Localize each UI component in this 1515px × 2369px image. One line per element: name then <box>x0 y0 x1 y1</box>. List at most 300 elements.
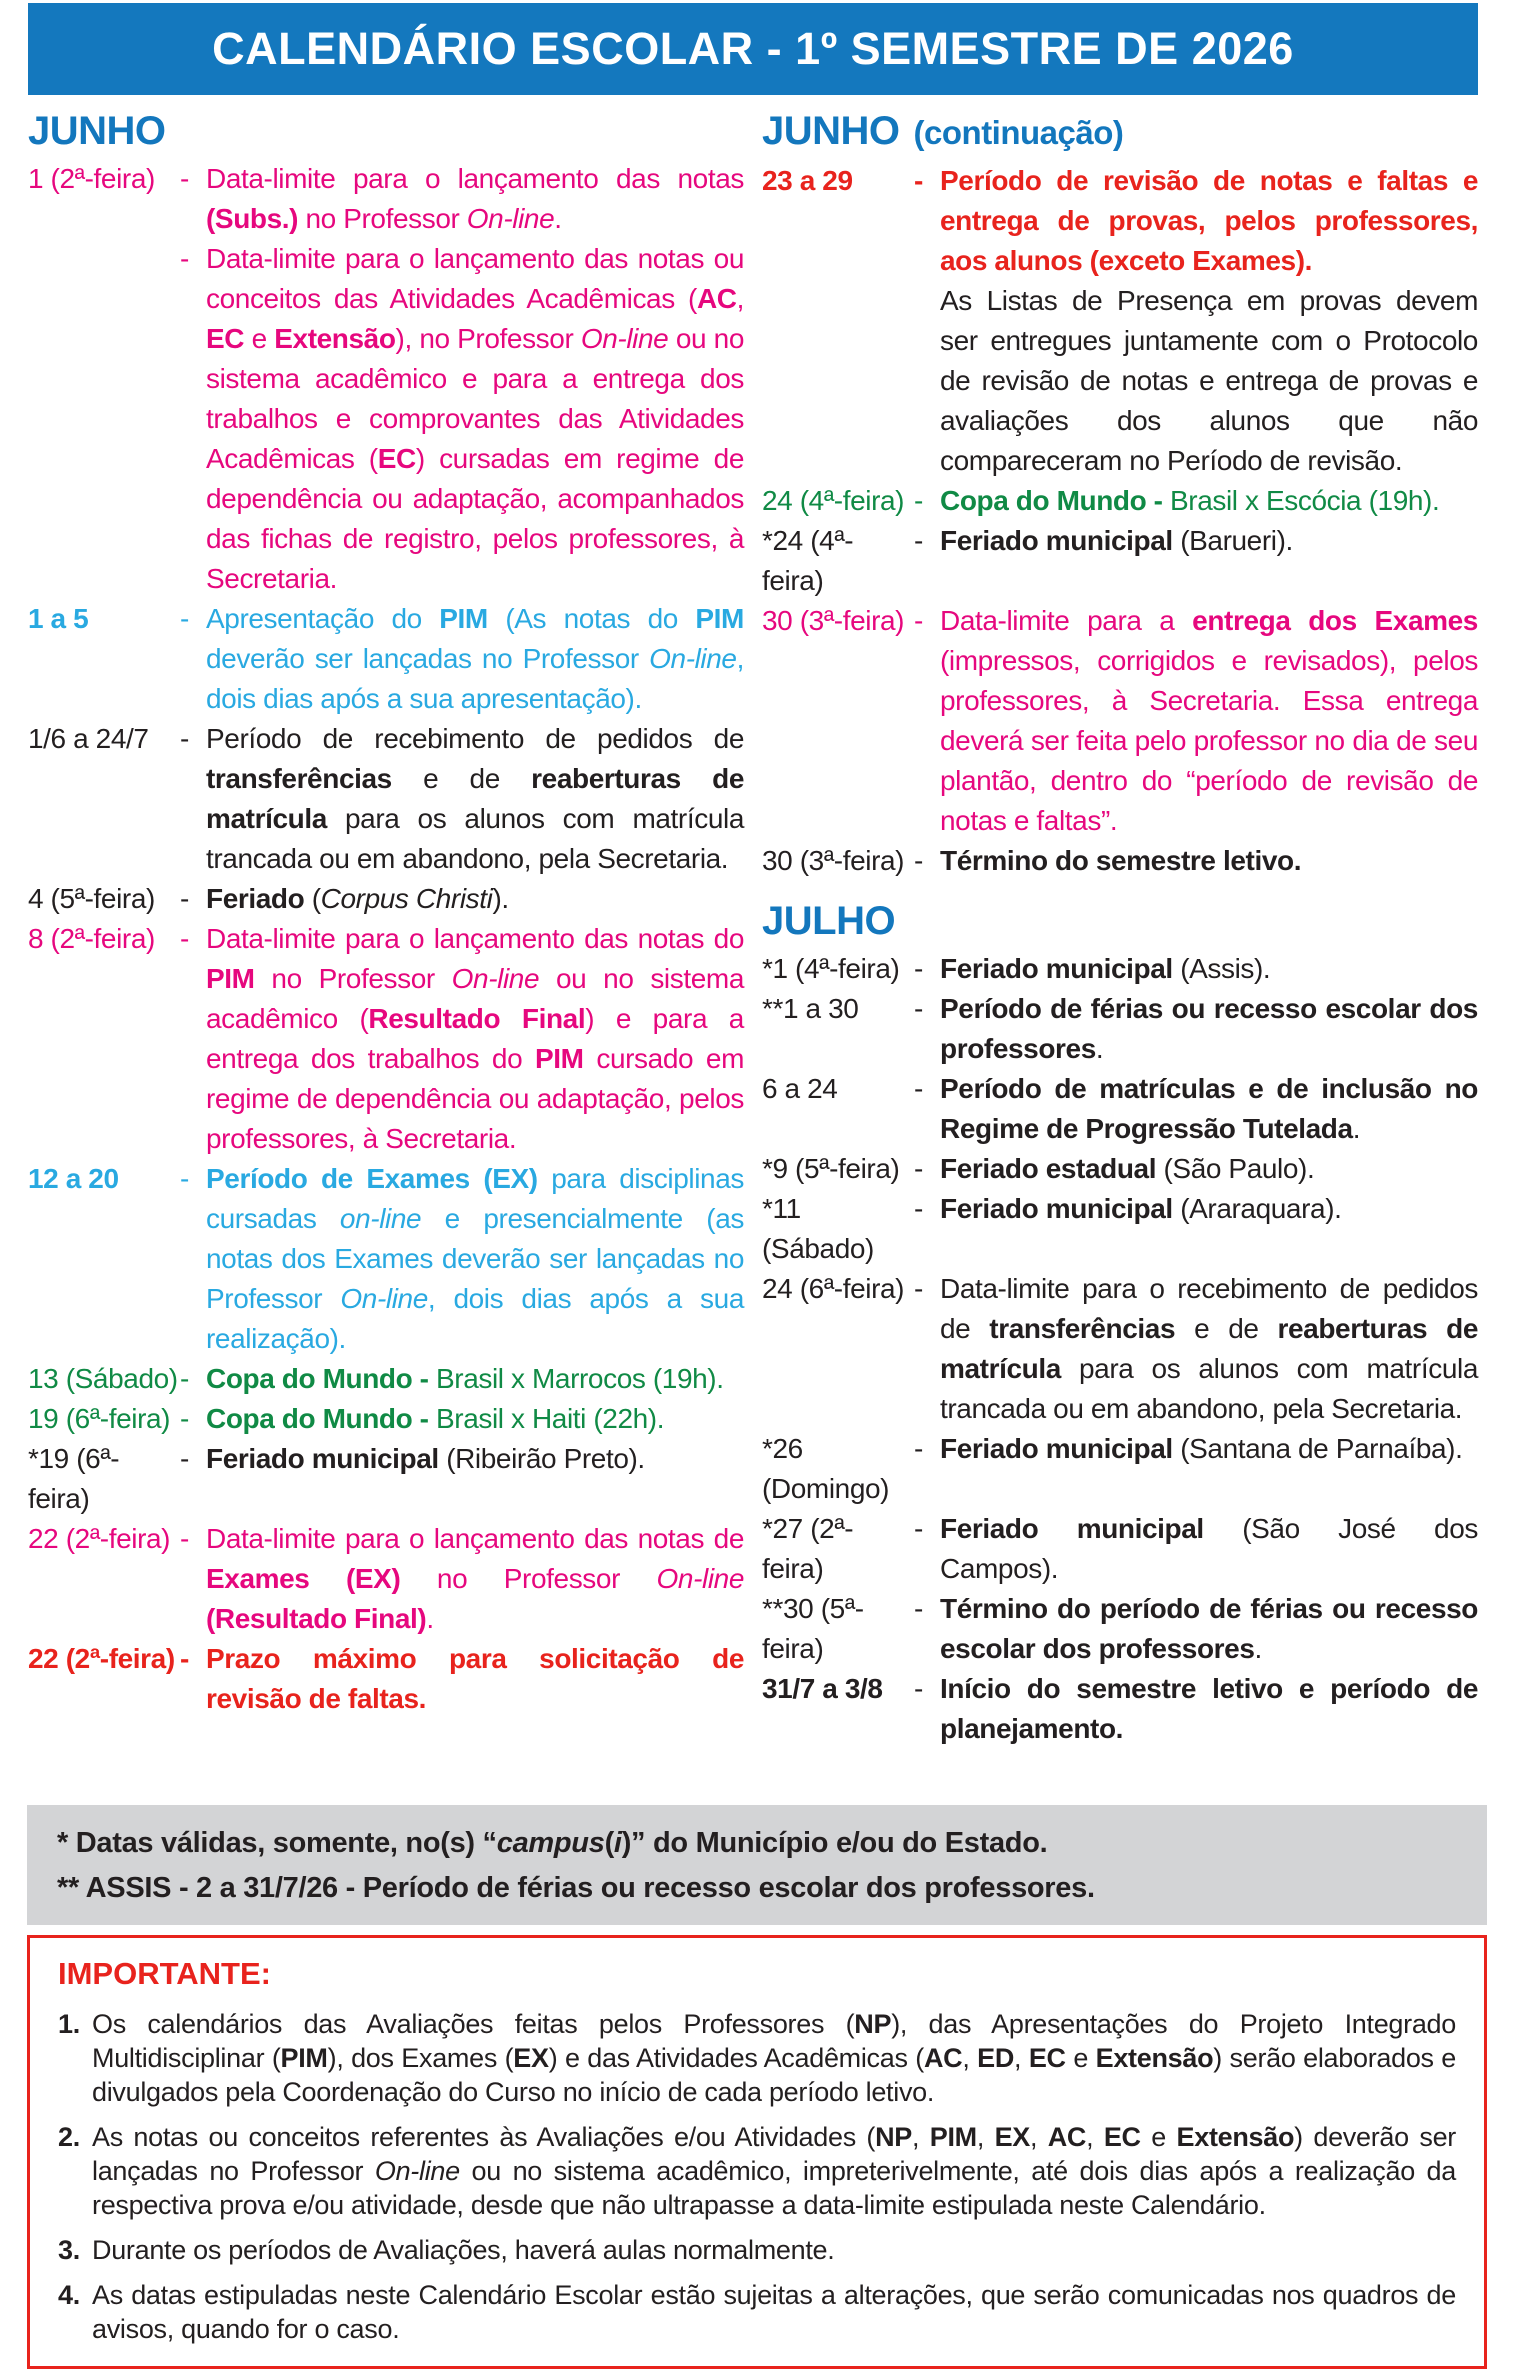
calendar-entry <box>762 1149 1478 1189</box>
text-run: EC <box>1028 2043 1066 2073</box>
text-run: PIM <box>929 2122 977 2152</box>
entry-text <box>206 879 744 919</box>
text-run: Brasil x Marrocos (19h). <box>436 1363 724 1394</box>
text-run: Copa do Mundo - <box>940 485 1170 516</box>
entry-items <box>180 1519 744 1639</box>
entry-dash: - <box>180 163 189 194</box>
entry-item <box>180 599 744 719</box>
text-run: (Ribeirão Preto). <box>438 1443 645 1474</box>
text-run: EC <box>1103 2122 1141 2152</box>
text-run: (impressos, corrigidos e revisados), pelos professores, à Secretaria. Essa entrega deverá ser feita pelo professor no dia de seu plantão, dentro do “período de revisão de notas e faltas”. <box>940 645 1478 836</box>
entry-items <box>914 601 1478 841</box>
calendar-entry <box>762 989 1478 1069</box>
text-run: , <box>962 2043 978 2073</box>
important-item-number: 4. <box>58 2280 80 2310</box>
calendar-entry <box>28 1519 744 1639</box>
entry-item <box>180 1399 744 1439</box>
entry-text <box>940 1589 1478 1669</box>
text-run: ) e para a entrega dos trabalhos do <box>206 1003 744 1074</box>
entry-date: **1 a 30 <box>762 993 859 1024</box>
month-heading-text: JUNHO <box>762 109 900 153</box>
text-run: Término do período de férias ou recesso escolar dos professores <box>940 1593 1478 1664</box>
entry-item <box>914 1589 1478 1669</box>
entry-items <box>180 1639 744 1719</box>
text-run: no Professor <box>254 963 452 994</box>
text-run: Feriado municipal <box>940 1193 1173 1224</box>
text-run: EX <box>994 2122 1030 2152</box>
text-run: Extensão <box>1176 2122 1295 2152</box>
text-run: NP <box>875 2122 913 2152</box>
text-run: On-line <box>451 963 540 994</box>
text-run: cursado em regime de dependência ou adaptação, pelos professores, à Secretaria. <box>206 1043 745 1154</box>
text-run: (São Paulo). <box>1156 1153 1315 1184</box>
entry-items <box>914 1669 1478 1749</box>
text-run: On-line <box>649 643 737 674</box>
text-run: (Assis). <box>1172 953 1271 984</box>
text-run: ED <box>977 2043 1015 2073</box>
page-title: CALENDÁRIO ESCOLAR - 1º SEMESTRE DE 2026 <box>212 23 1294 74</box>
text-run: ). <box>492 883 509 914</box>
calendar-columns <box>28 107 1478 1805</box>
text-run: Período de matrículas e de inclusão no Regime de Progressão Tutelada <box>940 1073 1478 1144</box>
text-run: Copa do Mundo - <box>206 1363 436 1394</box>
text-run: PIM <box>535 1043 584 1074</box>
text-run: ou no sistema acadêmico ( <box>206 963 745 1034</box>
entry-items <box>914 1269 1478 1429</box>
calendar-entry <box>762 601 1478 841</box>
entry-items <box>914 841 1478 881</box>
entry-items <box>914 1069 1478 1149</box>
entry-items <box>180 1439 744 1519</box>
text-run: e <box>1065 2043 1096 2073</box>
text-run: transferências <box>206 763 392 794</box>
text-run: (Subs.) <box>206 203 299 234</box>
entry-dash: - <box>180 723 189 754</box>
text-run: ou no sistema acadêmico e para a entrega dos trabalhos e comprovantes das Atividades Acadêmicas ( <box>206 323 744 474</box>
entry-dash: - <box>914 993 923 1024</box>
text-run: Prazo máximo para solicitação de revisão de faltas. <box>206 1643 744 1714</box>
entry-dash: - <box>180 1403 189 1434</box>
entry-date: 13 (Sábado) <box>28 1363 178 1394</box>
entry-text <box>206 1399 744 1439</box>
calendar-entry <box>762 1269 1478 1429</box>
important-item-number: 1. <box>58 2009 80 2039</box>
text-run: Corpus Christi <box>320 883 493 914</box>
entry-items <box>914 989 1478 1069</box>
entry-dash: - <box>180 883 189 914</box>
entry-text <box>940 521 1478 561</box>
entry-date: 30 (3ª-feira) <box>762 845 905 876</box>
entry-items <box>914 481 1478 521</box>
entry-date: 30 (3ª-feira) <box>762 605 905 636</box>
text-run: Apresentação do <box>206 603 440 634</box>
calendar-entry <box>28 879 744 919</box>
calendar-column-left <box>28 107 744 1719</box>
entry-item <box>180 1519 744 1639</box>
entry-item <box>180 159 744 239</box>
calendar-column-right <box>762 107 1478 1749</box>
entry-dash: - <box>180 243 189 274</box>
calendar-entry <box>762 1069 1478 1149</box>
entry-date: 1 a 5 <box>28 603 89 634</box>
text-run: )” do Município e/ou do Estado. <box>621 1827 1048 1859</box>
entry-item <box>914 281 1478 481</box>
month-heading-text: JUNHO <box>28 109 166 153</box>
entry-dash: - <box>180 923 189 954</box>
calendar-entry <box>28 1439 744 1519</box>
calendar-entry <box>762 521 1478 601</box>
entry-items <box>180 719 744 879</box>
entry-dash: - <box>914 1273 923 1304</box>
entry-dash: - <box>180 1443 189 1474</box>
entry-date: 31/7 a 3/8 <box>762 1673 883 1704</box>
text-run: Extensão <box>274 323 396 354</box>
text-run: para disciplinas cursadas <box>206 1163 744 1234</box>
entry-date: 23 a 29 <box>762 165 853 196</box>
entry-items <box>914 1189 1478 1269</box>
month-heading-text: JULHO <box>762 899 896 943</box>
entry-items <box>914 1149 1478 1189</box>
text-run: As notas ou conceitos referentes às Avaliações e/ou Atividades ( <box>92 2122 876 2152</box>
entry-date: 4 (5ª-feira) <box>28 883 155 914</box>
text-run: transferências <box>989 1313 1176 1344</box>
calendar-entry <box>762 161 1478 481</box>
text-run: Brasil x Escócia (19h). <box>1170 485 1440 516</box>
text-run: Feriado municipal <box>940 1513 1204 1544</box>
entry-item <box>914 1669 1478 1749</box>
entry-text <box>206 239 744 599</box>
important-item-number: 3. <box>58 2235 80 2265</box>
text-run: NP <box>854 2009 892 2039</box>
month-heading <box>762 107 1478 157</box>
important-item <box>58 2007 1456 2109</box>
calendar-entry <box>28 1159 744 1359</box>
text-run: ), no Professor <box>395 323 581 354</box>
text-run: AC <box>696 283 737 314</box>
text-run: ( <box>604 1827 614 1859</box>
entry-text <box>206 1359 744 1399</box>
entry-date: 1 (2ª-feira) <box>28 163 155 194</box>
text-run: ou no sistema acadêmico, impreterivelmente, até dois dias após a realização da respectiva prova e/ou atividade, desde que não ultrapasse a data-limite estipulada neste Calendário. <box>92 2156 1456 2220</box>
calendar-page <box>0 3 1515 2344</box>
entry-text <box>206 1439 744 1479</box>
text-run: Data-limite para a <box>940 605 1193 636</box>
entry-date: 1/6 a 24/7 <box>28 723 149 754</box>
entry-dash: - <box>180 1363 189 1394</box>
entry-item <box>180 1359 744 1399</box>
text-run: , <box>912 2122 930 2152</box>
text-run: EC <box>206 323 245 354</box>
text-run: ** ASSIS - 2 a 31/7/26 - Período de férias ou recesso escolar dos professores. <box>57 1872 1095 1904</box>
entry-text <box>940 949 1478 989</box>
important-title: IMPORTANTE: <box>58 1956 271 1991</box>
entry-text <box>206 719 744 879</box>
entry-date: 22 (2ª-feira) <box>28 1523 171 1554</box>
text-run: , <box>1086 2122 1104 2152</box>
entry-text <box>940 1069 1478 1149</box>
calendar-entry <box>28 599 744 719</box>
text-run: no Professor <box>400 1563 657 1594</box>
entry-item <box>914 1149 1478 1189</box>
entry-items <box>180 1399 744 1439</box>
text-run: . <box>426 1603 434 1634</box>
text-run: Feriado municipal <box>940 525 1173 556</box>
entry-items <box>914 1429 1478 1509</box>
text-run: e presencialmente (as notas dos Exames deverão ser lançadas no Professor <box>206 1203 744 1314</box>
entry-date: 6 a 24 <box>762 1073 838 1104</box>
entry-text <box>940 1509 1478 1589</box>
entry-text <box>940 1269 1478 1429</box>
entry-dash: - <box>914 1433 923 1464</box>
entry-item <box>914 521 1478 561</box>
text-run: Período de férias ou recesso escolar dos professores <box>940 993 1478 1064</box>
entry-item <box>914 481 1478 521</box>
entry-item <box>180 1439 744 1479</box>
entry-date: *11 (Sábado) <box>762 1193 874 1264</box>
entry-date: *9 (5ª-feira) <box>762 1153 900 1184</box>
entry-items <box>914 1509 1478 1589</box>
entry-date: *26 (Domingo) <box>762 1433 890 1504</box>
text-run: ) serão elaborados e divulgados pela Coordenação do Curso no início de cada período letivo. <box>92 2043 1457 2107</box>
entry-text <box>940 989 1478 1069</box>
calendar-entry <box>762 841 1478 881</box>
entry-text <box>206 159 744 239</box>
important-item-text <box>92 2233 1456 2267</box>
text-run: On-line <box>374 2156 460 2186</box>
text-run: PIM <box>439 603 488 634</box>
calendar-entry <box>762 949 1478 989</box>
entry-text <box>940 841 1478 881</box>
text-run: Durante os períodos de Avaliações, haverá aulas normalmente. <box>92 2235 835 2265</box>
text-run: Feriado municipal <box>940 953 1173 984</box>
entry-dash: - <box>914 1073 923 1104</box>
entry-item <box>180 879 744 919</box>
entry-date: 19 (6ª-feira) <box>28 1403 171 1434</box>
important-item <box>58 2120 1456 2222</box>
entry-dash: - <box>180 1523 189 1554</box>
text-run: , dois dias após a sua realização). <box>206 1283 744 1354</box>
entry-item <box>914 949 1478 989</box>
header-bar <box>28 3 1478 95</box>
entry-item <box>914 1069 1478 1149</box>
text-run: Feriado <box>206 883 305 914</box>
important-box <box>27 1935 1487 2369</box>
entry-date: 22 (2ª-feira) <box>28 1643 175 1674</box>
text-run: reaberturas de matrícula <box>940 1313 1479 1384</box>
text-run: Os calendários das Avaliações feitas pelos Professores ( <box>92 2009 855 2039</box>
entry-date: *27 (2ª-feira) <box>762 1513 854 1584</box>
important-items <box>58 2007 1456 2346</box>
entry-dash: - <box>180 603 189 634</box>
entry-text <box>940 481 1478 521</box>
entry-dash: - <box>914 1593 923 1624</box>
calendar-entry <box>28 1359 744 1399</box>
calendar-entry <box>762 1589 1478 1669</box>
entry-items <box>914 949 1478 989</box>
entry-items <box>180 159 744 599</box>
entry-item <box>914 1189 1478 1229</box>
text-run: Data-limite para o recebimento de pedidos de <box>940 1273 1478 1344</box>
calendar-entry <box>762 1669 1478 1749</box>
entry-item <box>180 719 744 879</box>
entry-dash: - <box>914 953 923 984</box>
entry-item <box>180 1639 744 1719</box>
entry-date: 24 (4ª-feira) <box>762 485 905 516</box>
text-run: i <box>613 1827 622 1859</box>
entry-item <box>914 1429 1478 1469</box>
text-run: deverão ser lançadas no Professor <box>206 643 650 674</box>
text-run: reaberturas de matrícula <box>206 763 744 834</box>
text-run: PIM <box>206 963 255 994</box>
text-run: Feriado municipal <box>940 1433 1173 1464</box>
text-run: e de <box>391 763 532 794</box>
text-run: Resultado Final <box>368 1003 586 1034</box>
important-item <box>58 2278 1456 2346</box>
text-run: ( <box>304 883 321 914</box>
month-heading <box>762 897 1478 945</box>
text-run: ), dos Exames ( <box>327 2043 514 2073</box>
entry-item <box>180 1159 744 1359</box>
text-run: EC <box>377 443 416 474</box>
entry-date: *24 (4ª-feira) <box>762 525 854 596</box>
text-run: Data-limite para o lançamento das notas <box>206 163 744 194</box>
important-item-text <box>92 2120 1456 2222</box>
calendar-entry <box>28 1399 744 1439</box>
text-run: para os alunos com matrícula trancada ou em abandono, pela Secretaria. <box>206 803 744 874</box>
text-run: AC <box>923 2043 963 2073</box>
entry-text <box>940 601 1478 841</box>
entry-date: *1 (4ª-feira) <box>762 953 900 984</box>
text-run: As datas estipuladas neste Calendário Escolar estão sujeitas a alterações, que serão comunicadas nos quadros de avisos, quando for o caso. <box>92 2280 1456 2344</box>
text-run: ) e das Atividades Acadêmicas ( <box>548 2043 924 2073</box>
entry-dash: - <box>914 845 923 876</box>
entry-item <box>914 1509 1478 1589</box>
entry-dash: - <box>914 1513 923 1544</box>
text-run: para os alunos com matrícula trancada ou em abandono, pela Secretaria. <box>940 1353 1478 1424</box>
text-run: (Barueri). <box>1172 525 1293 556</box>
text-run: . <box>1254 1633 1262 1664</box>
entry-dash: - <box>914 1153 923 1184</box>
month-heading-suffix: (continuação) <box>913 114 1124 151</box>
entry-text <box>206 1639 744 1719</box>
important-item-number: 2. <box>58 2122 80 2152</box>
text-run: EX <box>513 2043 549 2073</box>
important-item <box>58 2233 1456 2267</box>
text-run: Data-limite para o lançamento das notas ou conceitos das Atividades Acadêmicas ( <box>206 243 744 314</box>
text-run: , <box>1030 2122 1048 2152</box>
entry-item <box>180 239 744 599</box>
text-run: e <box>244 323 275 354</box>
footnote-line <box>57 1866 1457 1911</box>
entry-dash: - <box>914 1193 923 1224</box>
entry-date: 24 (6ª-feira) <box>762 1273 905 1304</box>
text-run: ) cursadas em regime de dependência ou adaptação, acompanhados das fichas de registro, pelos professores, à Secretaria. <box>206 443 744 594</box>
text-run: * Datas válidas, somente, no(s) “ <box>57 1827 497 1859</box>
entry-text <box>940 1429 1478 1469</box>
entry-date: 12 a 20 <box>28 1163 119 1194</box>
calendar-entry <box>762 1429 1478 1509</box>
text-run: ) deverão ser lançadas no Professor <box>92 2122 1456 2186</box>
entry-text <box>940 161 1478 281</box>
text-run: Copa do Mundo - <box>206 1403 436 1434</box>
entry-text <box>206 599 744 719</box>
text-run: On-line <box>466 203 555 234</box>
entry-date: 8 (2ª-feira) <box>28 923 155 954</box>
text-run: e de <box>1175 1313 1278 1344</box>
entry-text <box>206 1159 744 1359</box>
entry-item <box>914 989 1478 1069</box>
text-run: AC <box>1047 2122 1087 2152</box>
month-heading <box>28 107 744 155</box>
calendar-entry <box>762 1509 1478 1589</box>
text-run: . <box>554 203 562 234</box>
text-run: campus <box>496 1827 605 1859</box>
entry-text <box>940 1669 1478 1749</box>
text-run: Extensão <box>1095 2043 1214 2073</box>
text-run: Término do semestre letivo. <box>940 845 1302 876</box>
text-run: Período de revisão de notas e faltas e entrega de provas, pelos professores, aos alunos (exceto Exames). <box>940 165 1478 276</box>
entry-dash: - <box>914 525 923 556</box>
text-run: e <box>1140 2122 1177 2152</box>
entry-text <box>206 1519 744 1639</box>
text-run: On-line <box>340 1283 428 1314</box>
text-run: Feriado municipal <box>206 1443 439 1474</box>
text-run: entrega dos Exames <box>1192 605 1478 636</box>
entry-dash: - <box>914 1673 923 1704</box>
entry-items <box>180 919 744 1159</box>
calendar-entry <box>28 159 744 599</box>
text-run: PIM <box>695 603 744 634</box>
text-run: On-line <box>580 323 669 354</box>
text-run: on-line <box>339 1203 422 1234</box>
text-run: PIM <box>280 2043 328 2073</box>
calendar-entry <box>28 719 744 879</box>
entry-dash: - <box>180 1163 189 1194</box>
entry-dash: - <box>914 165 923 196</box>
text-run: Data-limite para o lançamento das notas de <box>206 1523 744 1554</box>
entry-items <box>914 1589 1478 1669</box>
text-run: Período de Exames (EX) <box>206 1163 538 1194</box>
text-run: On-line <box>656 1563 744 1594</box>
footnote-line <box>57 1821 1457 1866</box>
entry-items <box>914 521 1478 601</box>
entry-item <box>914 1269 1478 1429</box>
important-item-text <box>92 2278 1456 2346</box>
entry-dash: - <box>914 485 923 516</box>
calendar-entry <box>28 919 744 1159</box>
entry-items <box>914 161 1478 481</box>
entry-text <box>940 1149 1478 1189</box>
entry-items <box>180 879 744 919</box>
entry-item <box>914 601 1478 841</box>
text-run: Início do semestre letivo e período de planejamento. <box>940 1673 1478 1744</box>
calendar-entry <box>762 1189 1478 1269</box>
text-run: , <box>976 2122 995 2152</box>
entry-item <box>180 919 744 1159</box>
text-run: ), das Apresentações do Projeto Integrado Multidisciplinar ( <box>92 2009 1456 2073</box>
entry-date: **30 (5ª-feira) <box>762 1593 864 1664</box>
important-item-text <box>92 2007 1456 2109</box>
text-run: (São José dos Campos). <box>940 1513 1478 1584</box>
footnotes-box <box>27 1805 1487 1925</box>
text-run: Brasil x Haiti (22h). <box>436 1403 665 1434</box>
entry-dash: - <box>914 605 923 636</box>
entry-text <box>206 919 744 1159</box>
entry-items <box>180 1159 744 1359</box>
entry-date: *19 (6ª-feira) <box>28 1443 120 1514</box>
entry-text <box>940 281 1478 481</box>
text-run: . <box>1095 1033 1104 1064</box>
